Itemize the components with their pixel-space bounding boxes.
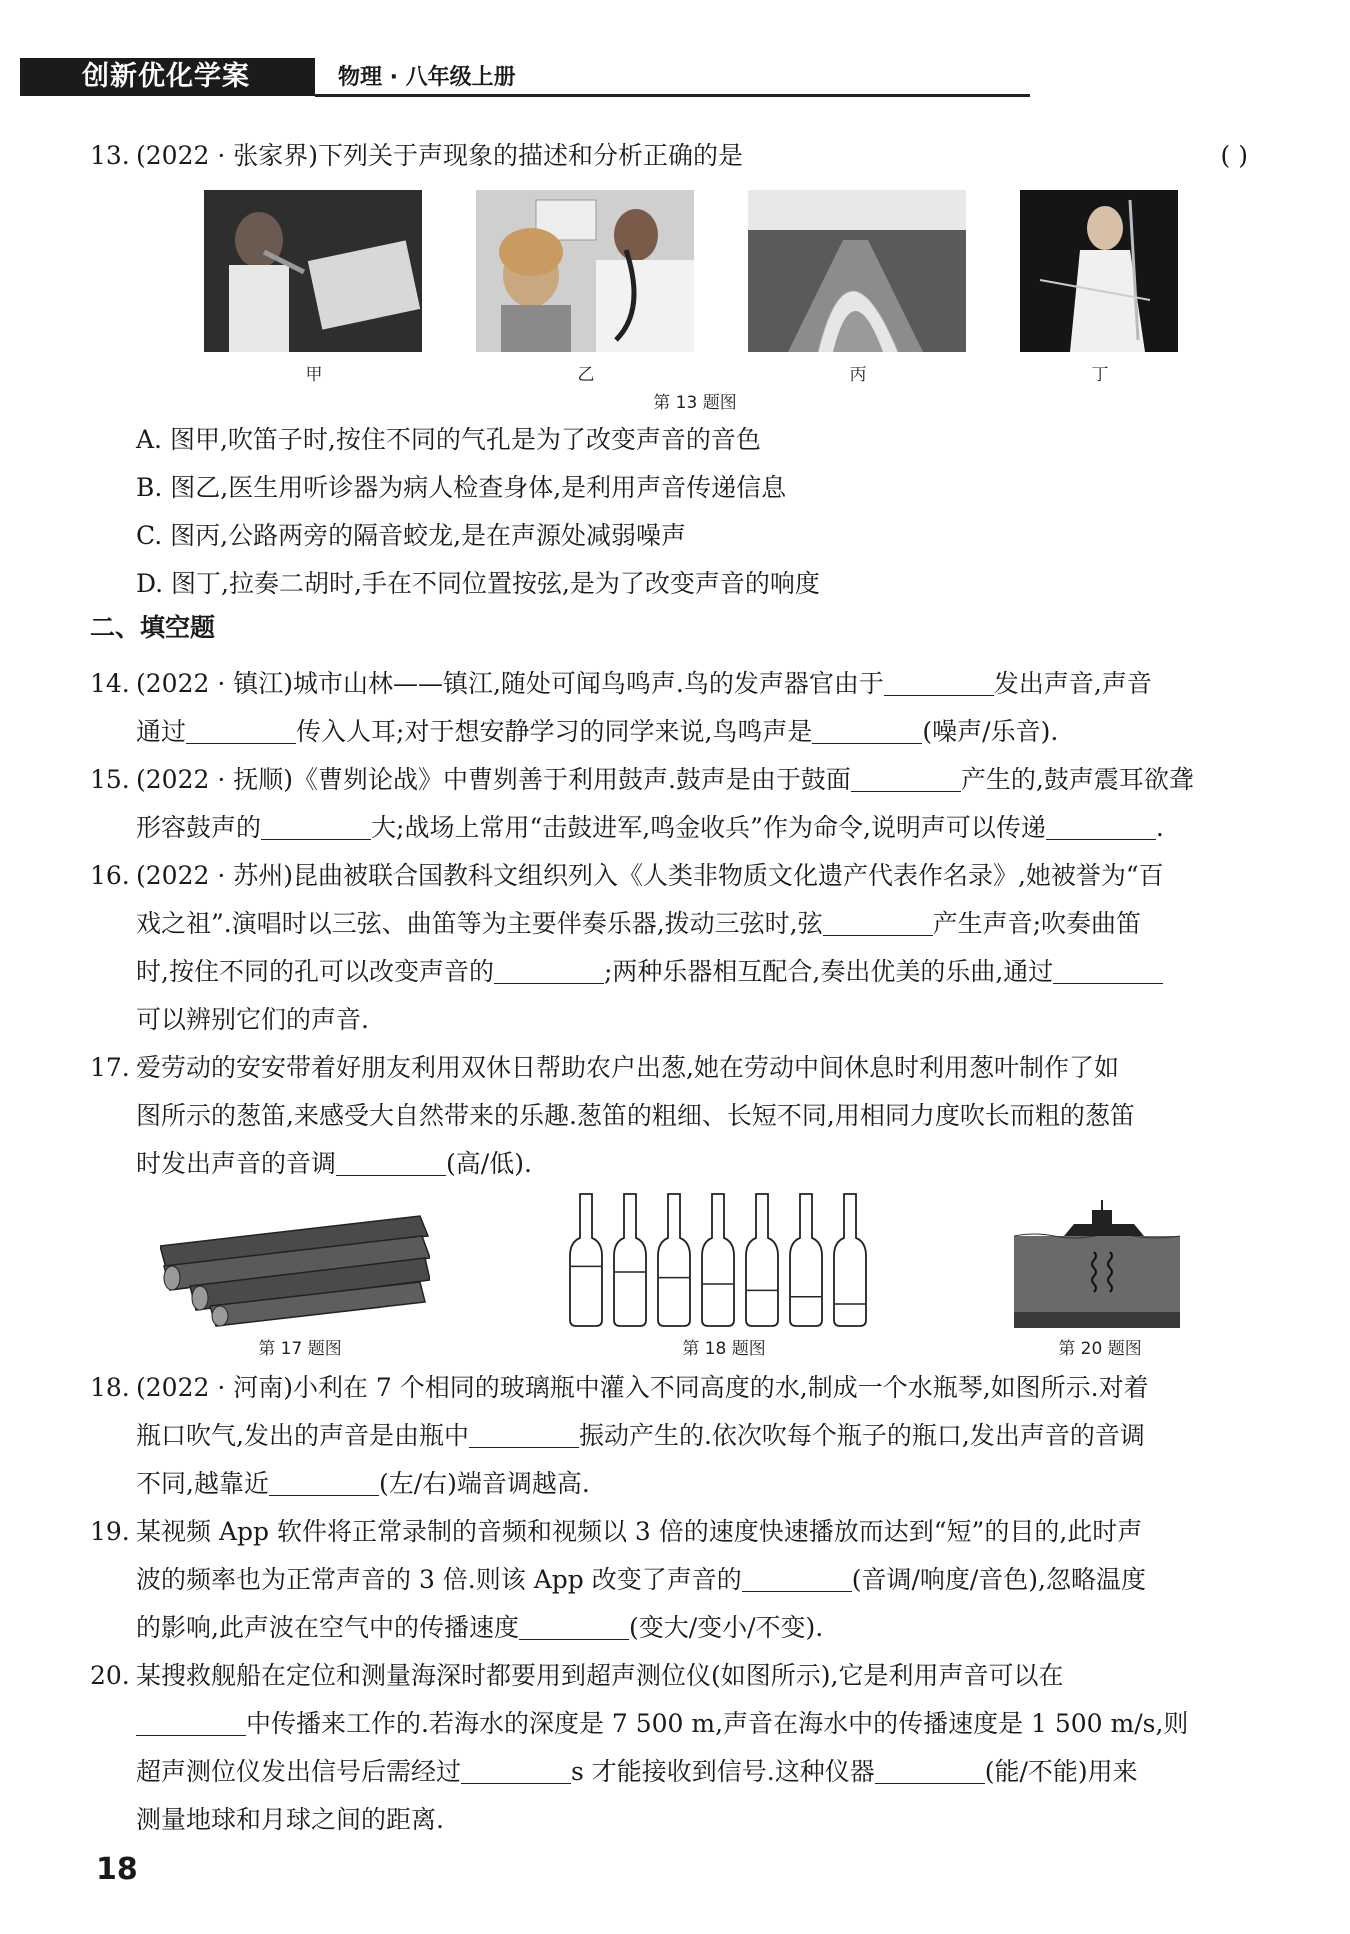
text: 中传播来工作的.若海水的深度是 7 500 m,声音在海水中的传播速度是 1 500 m/s,则 xyxy=(246,1709,1189,1738)
text: (2022 · 镇江)城市山林——镇江,随处可闻鸟鸣声.鸟的发声器官由于 xyxy=(136,669,884,698)
question-18-line-1 xyxy=(90,1364,1260,1412)
answer-blank[interactable] xyxy=(812,714,922,744)
answer-parentheses: ( ) xyxy=(1220,141,1248,170)
question-13-stem xyxy=(90,132,1260,180)
answer-blank[interactable] xyxy=(186,714,296,744)
bottle xyxy=(570,1194,602,1326)
bottle xyxy=(614,1194,646,1326)
photo-flute-girl xyxy=(204,190,422,352)
answer-blank[interactable] xyxy=(136,1706,246,1736)
question-20-line-1 xyxy=(90,1652,1260,1700)
label-yi: 乙 xyxy=(577,365,595,385)
text: 产生声音;吹奏曲笛 xyxy=(932,909,1142,938)
page-header xyxy=(20,54,1030,102)
answer-blank[interactable] xyxy=(494,954,604,984)
answer-blank[interactable] xyxy=(875,1754,985,1784)
question-number: 14. xyxy=(90,669,130,698)
text: (能/不能)用来 xyxy=(984,1757,1138,1786)
text: (2022 · 苏州)昆曲被联合国教科文组织列入《人类非物质文化遗产代表作名录》,她被誉为“百 xyxy=(136,861,1164,890)
question-19-line-2 xyxy=(136,1556,1146,1604)
question-16-line-2 xyxy=(136,900,1141,948)
text: 波的频率也为正常声音的 3 倍.则该 App 改变了声音的 xyxy=(136,1565,742,1594)
text: (高/低). xyxy=(446,1149,532,1178)
question-15-line-1 xyxy=(90,756,1260,804)
header-rule xyxy=(315,94,1030,97)
bottle xyxy=(834,1194,866,1326)
question-18-line-2 xyxy=(136,1412,1145,1460)
label-bing: 丙 xyxy=(849,365,867,385)
answer-blank[interactable] xyxy=(851,762,961,792)
question-number: 17. xyxy=(90,1053,130,1082)
photo-erhu-player xyxy=(1020,190,1178,352)
question-17-line-2: 图所示的葱笛,来感受大自然带来的乐趣.葱笛的粗细、长短不同,用相同力度吹长而粗的葱笛 xyxy=(136,1101,1135,1130)
text: 大;战场上常用“击鼓进军,鸣金收兵”作为命令,说明声可以传递 xyxy=(371,813,1046,842)
text: 振动产生的.依次吹每个瓶子的瓶口,发出声音的音调 xyxy=(578,1421,1145,1450)
text: . xyxy=(1155,813,1164,842)
answer-blank[interactable] xyxy=(884,666,994,696)
figure-caption-18: 第 18 题图 xyxy=(682,1339,766,1359)
label-ding: 丁 xyxy=(1091,365,1109,385)
label-jia: 甲 xyxy=(305,365,323,385)
text: 某视频 App 软件将正常录制的音频和视频以 3 倍的速度快速播放而达到“短”的目的,此时声 xyxy=(136,1517,1143,1546)
answer-blank[interactable] xyxy=(823,906,933,936)
question-number: 19. xyxy=(90,1517,130,1546)
text: (2022 · 抚顺)《曹刿论战》中曹刿善于利用鼓声.鼓声是由于鼓面 xyxy=(136,765,851,794)
brand-title: 创新优化学案 xyxy=(20,58,315,96)
figure-caption-20: 第 20 题图 xyxy=(1058,1339,1142,1359)
text: (噪声/乐音). xyxy=(922,717,1059,746)
text: 通过 xyxy=(136,717,187,746)
photo-doctor-stethoscope xyxy=(476,190,694,352)
subject-title: 物理 · 八年级上册 xyxy=(338,65,516,90)
text: 形容鼓声的 xyxy=(136,813,262,842)
section-title: 二、填空题 xyxy=(90,613,216,642)
answer-blank[interactable] xyxy=(1046,810,1156,840)
answer-blank[interactable] xyxy=(1053,954,1163,984)
text: 的影响,此声波在空气中的传播速度 xyxy=(136,1613,519,1642)
question-number: 15. xyxy=(90,765,130,794)
answer-blank[interactable] xyxy=(519,1610,629,1640)
text: (2022 · 河南)小利在 7 个相同的玻璃瓶中灌入不同高度的水,制成一个水瓶琴,如图所示.对着 xyxy=(136,1373,1149,1402)
question-14-line-1 xyxy=(90,660,1260,708)
text: 时发出声音的音调 xyxy=(136,1149,337,1178)
text: 不同,越靠近 xyxy=(136,1469,269,1498)
text: 产生的,鼓声震耳欲聋 xyxy=(960,765,1194,794)
text: 时,按住不同的孔可以改变声音的 xyxy=(136,957,494,986)
option-a: A. 图甲,吹笛子时,按住不同的气孔是为了改变声音的音色 xyxy=(136,425,761,454)
question-18-line-3 xyxy=(136,1460,590,1508)
question-15-line-2 xyxy=(136,804,1164,852)
option-d: D. 图丁,拉奏二胡时,手在不同位置按弦,是为了改变声音的响度 xyxy=(136,569,820,598)
figure-17-onion-flutes xyxy=(160,1206,430,1328)
text: 超声测位仪发出信号后需经过 xyxy=(136,1757,462,1786)
text: 瓶口吹气,发出的声音是由瓶中 xyxy=(136,1421,469,1450)
figure-20-ship-sonar xyxy=(1014,1192,1180,1328)
question-19-line-3 xyxy=(136,1604,823,1652)
text: 发出声音,声音 xyxy=(993,669,1152,698)
question-16-line-3 xyxy=(136,948,1163,996)
option-c: C. 图丙,公路两旁的隔音蛟龙,是在声源处减弱噪声 xyxy=(136,521,687,550)
text: (变大/变小/不变). xyxy=(628,1613,824,1642)
question-20-line-4: 测量地球和月球之间的距离. xyxy=(136,1805,444,1834)
text: 戏之祖”.演唱时以三弦、曲笛等为主要伴奏乐器,拨动三弦时,弦 xyxy=(136,909,823,938)
question-number: 20. xyxy=(90,1661,130,1690)
answer-blank[interactable] xyxy=(269,1466,379,1496)
text: ;两种乐器相互配合,奏出优美的乐曲,通过 xyxy=(603,957,1054,986)
figure-18-water-bottles xyxy=(566,1190,886,1330)
text: (音调/响度/音色),忽略温度 xyxy=(851,1565,1147,1594)
question-number: 16. xyxy=(90,861,130,890)
figure-caption-17: 第 17 题图 xyxy=(258,1339,342,1359)
bottle xyxy=(790,1194,822,1326)
question-text: (2022 · 张家界)下列关于声现象的描述和分析正确的是 xyxy=(136,141,743,170)
question-17-line-1 xyxy=(90,1044,1260,1092)
text: 传入人耳;对于想安静学习的同学来说,鸟鸣声是 xyxy=(296,717,813,746)
question-16-line-4: 可以辨别它们的声音. xyxy=(136,1005,369,1034)
answer-blank[interactable] xyxy=(469,1418,579,1448)
page-number: 18 xyxy=(96,1852,138,1887)
text: 某搜救舰船在定位和测量海深时都要用到超声测位仪(如图所示),它是利用声音可以在 xyxy=(136,1661,1064,1690)
question-20-line-3 xyxy=(136,1748,1138,1796)
question-number: 18. xyxy=(90,1373,130,1402)
photo-sound-barrier-road xyxy=(748,190,966,352)
bottle xyxy=(702,1194,734,1326)
figure-caption-13: 第 13 题图 xyxy=(653,393,737,413)
question-number: 13. xyxy=(90,141,130,170)
answer-blank[interactable] xyxy=(336,1146,446,1176)
answer-blank[interactable] xyxy=(742,1562,852,1592)
bottle xyxy=(746,1194,778,1326)
answer-blank[interactable] xyxy=(461,1754,571,1784)
question-14-line-2 xyxy=(136,708,1058,756)
question-17-line-3 xyxy=(136,1140,532,1188)
bottle xyxy=(658,1194,690,1326)
question-19-line-1 xyxy=(90,1508,1260,1556)
text: 爱劳动的安安带着好朋友利用双休日帮助农户出葱,她在劳动中间休息时利用葱叶制作了如 xyxy=(136,1053,1119,1082)
text: (左/右)端音调越高. xyxy=(378,1469,590,1498)
question-20-line-2 xyxy=(136,1700,1188,1748)
option-b: B. 图乙,医生用听诊器为病人检查身体,是利用声音传递信息 xyxy=(136,473,787,502)
question-16-line-1 xyxy=(90,852,1260,900)
text: s 才能接收到信号.这种仪器 xyxy=(571,1757,875,1786)
answer-blank[interactable] xyxy=(261,810,371,840)
